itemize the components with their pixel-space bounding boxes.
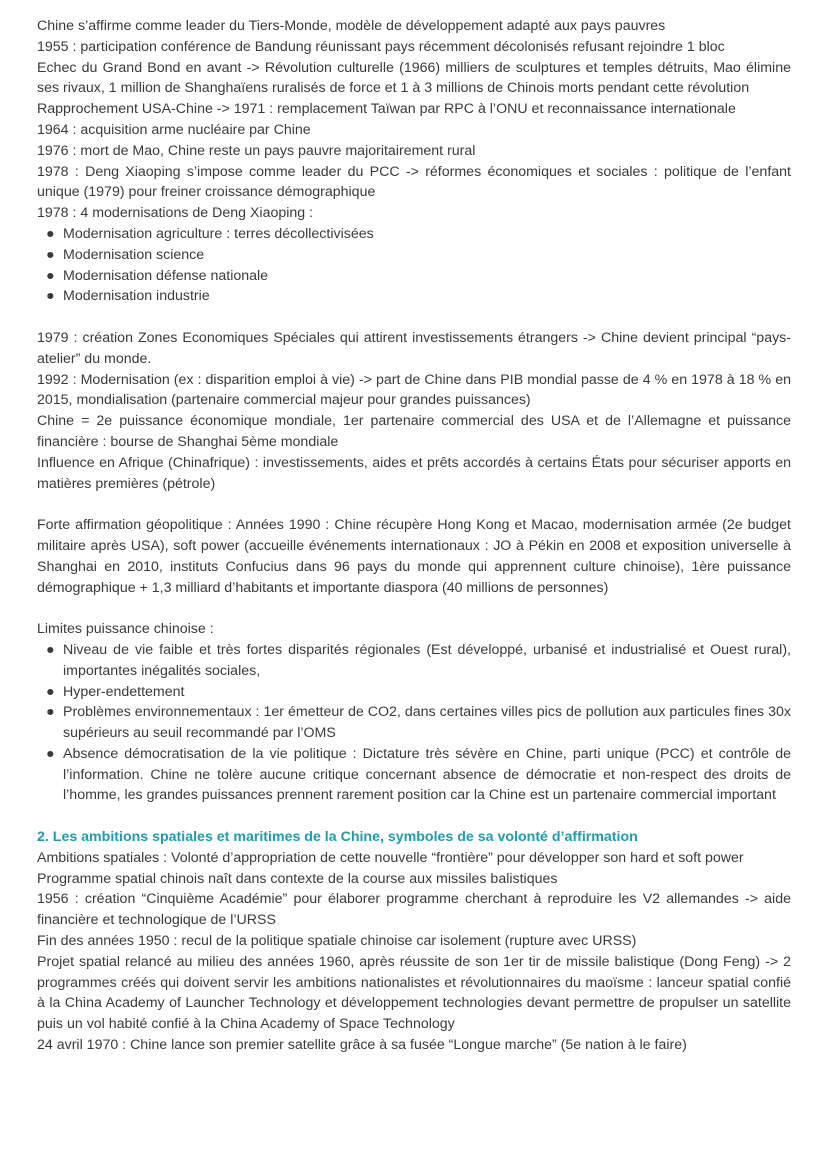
paragraph-chinafrique: Influence en Afrique (Chinafrique) : investissements, aides et prêts accordés à certains États pour sécuriser apports en matières premières (pétrole): [37, 454, 791, 492]
paragraph-zes: 1979 : création Zones Economiques Spéciales qui attirent investissements étrangers -> Chine devient principal “pays-atelier” du monde.: [37, 329, 791, 367]
paragraph-geopolitique: Forte affirmation géopolitique : Années 1990 : Chine récupère Hong Kong et Macao, modernisation armée (2e budget militaire après USA), soft power (accueille événements internationaux : JO à Pékin en 2008 et exposition universelle à Shanghai en 2010, instituts Confucius dans 96 pays du monde qui apprennent culture chinoise), 1ère puissance démographique + 1,3 milliard d’habitants et importante diaspora (40 millions de personnes): [37, 517, 791, 596]
list-item-text: Hyper-endettement: [63, 683, 185, 700]
document-page: [37, 16, 791, 1056]
list-item-text: Niveau de vie faible et très fortes disparités régionales (Est développé, urbanisé et industrialisé et Ouest rural), importantes inégalités sociales,: [63, 641, 791, 679]
paragraph-rapprochement: Rapprochement USA-Chine -> 1971 : remplacement Taïwan par RPC à l’ONU et reconnaissance internationale: [37, 101, 736, 118]
bullet-icon: ●: [46, 288, 55, 305]
list-item-text: Modernisation industrie: [63, 288, 210, 305]
list-item-text: Problèmes environnementaux : 1er émetteur de CO2, dans certaines villes pics de pollution aux particules fines 30x supérieurs au seuil recommandé par l’OMS: [63, 704, 791, 742]
paragraph-ambitions-spatiales: Ambitions spatiales : Volonté d’appropriation de cette nouvelle “frontière” pour développer son hard et soft power: [37, 849, 744, 866]
list-item: [37, 266, 791, 287]
list-item-text: Modernisation agriculture : terres décollectivisées: [63, 225, 374, 242]
spacer: [37, 494, 791, 515]
paragraph-recul-1950: Fin des années 1950 : recul de la politique spatiale chinoise car isolement (rupture avec URSS): [37, 933, 637, 950]
section-heading: 2. Les ambitions spatiales et maritimes de la Chine, symboles de sa volonté d’affirmation: [37, 829, 638, 846]
list-item: [37, 245, 791, 266]
paragraph-programme-spatial: Programme spatial chinois naît dans contexte de la course aux missiles balistiques: [37, 870, 558, 887]
bullet-icon: ●: [46, 704, 55, 721]
list-item: [37, 286, 791, 307]
paragraph-modernisations-intro: 1978 : 4 modernisations de Deng Xiaoping :: [37, 205, 314, 222]
bullet-icon: ●: [46, 267, 55, 284]
paragraph-1992: 1992 : Modernisation (ex : disparition emploi à vie) -> part de Chine dans PIB mondial passe de 4 % en 1978 à 18 % en 2015, mondialisation (partenaire commercial majeur pour grandes puissances): [37, 371, 791, 409]
paragraph-tiers-monde: Chine s’affirme comme leader du Tiers-Monde, modèle de développement adapté aux pays pauvres: [37, 18, 666, 34]
list-item: [37, 682, 791, 703]
paragraph-limites-intro: Limites puissance chinoise :: [37, 621, 214, 638]
bullet-icon: ●: [46, 225, 55, 242]
bullet-icon: ●: [46, 246, 55, 263]
paragraph-deng-xiaoping: 1978 : Deng Xiaoping s’impose comme leader du PCC -> réformes économiques et sociales : politique de l’enfant unique (1979) pour freiner croissance démographique: [37, 163, 791, 201]
paragraph-projet-relance: Projet spatial relancé au milieu des années 1960, après réussite de son 1er tir de missile balistique (Dong Feng) -> 2 programmes créés qui doivent servir les ambitions nationalistes et révolutionnaires du maoïsme : lanceur spatial confié à la China Academy of Launcher Technology et développement technologies devant permettre de propulser un satellite puis un vol habité confié à la China Academy of Space Technology: [37, 953, 791, 1033]
list-item-text: Modernisation science: [63, 246, 205, 263]
bullet-icon: ●: [46, 641, 55, 658]
list-item-text: Modernisation défense nationale: [63, 267, 269, 284]
paragraph-grand-bond: Echec du Grand Bond en avant -> Révolution culturelle (1966) milliers de sculptures et temples détruits, Mao élimine ses rivaux, 1 million de Shanghaïens ruralisés de force et 1 à 3 millions de Chinois morts pendant cette révolution: [37, 59, 791, 97]
paragraph-nucleaire: 1964 : acquisition arme nucléaire par Chine: [37, 121, 311, 138]
spacer: [37, 598, 791, 619]
list-item-text: Absence démocratisation de la vie politique : Dictature très sévère en Chine, parti unique (PCC) et contrôle de l’information. Chine ne tolère aucune critique concernant absence de démocratie et non-respect des droits de l’homme, les grandes puissances prennent rarement position car la Chine est un partenaire commercial important: [63, 745, 791, 804]
list-item: [37, 744, 791, 806]
bullet-icon: ●: [46, 745, 55, 762]
paragraph-premier-satellite: 24 avril 1970 : Chine lance son premier satellite grâce à sa fusée “Longue marche” (5e nation à le faire): [37, 1037, 687, 1054]
list-item: [37, 224, 791, 245]
list-item: [37, 640, 791, 682]
paragraph-puissance-economique: Chine = 2e puissance économique mondiale, 1er partenaire commercial des USA et de l’Allemagne et puissance financière : bourse de Shanghai 5ème mondiale: [37, 413, 791, 450]
paragraph-cinquieme-academie: 1956 : création “Cinquième Académie” pour élaborer programme cherchant à reproduire les V2 allemandes -> aide financière et technologique de l’URSS: [37, 891, 791, 929]
bullet-icon: ●: [46, 683, 55, 700]
spacer: [37, 806, 791, 827]
modernisations-list: [37, 224, 791, 307]
paragraph-bandung: 1955 : participation conférence de Bandung réunissant pays récemment décolonisés refusant rejoindre 1 bloc: [37, 38, 725, 55]
list-item: [37, 702, 791, 744]
spacer: [37, 307, 791, 328]
paragraph-mort-mao: 1976 : mort de Mao, Chine reste un pays pauvre majoritairement rural: [37, 142, 476, 159]
limites-list: [37, 640, 791, 806]
